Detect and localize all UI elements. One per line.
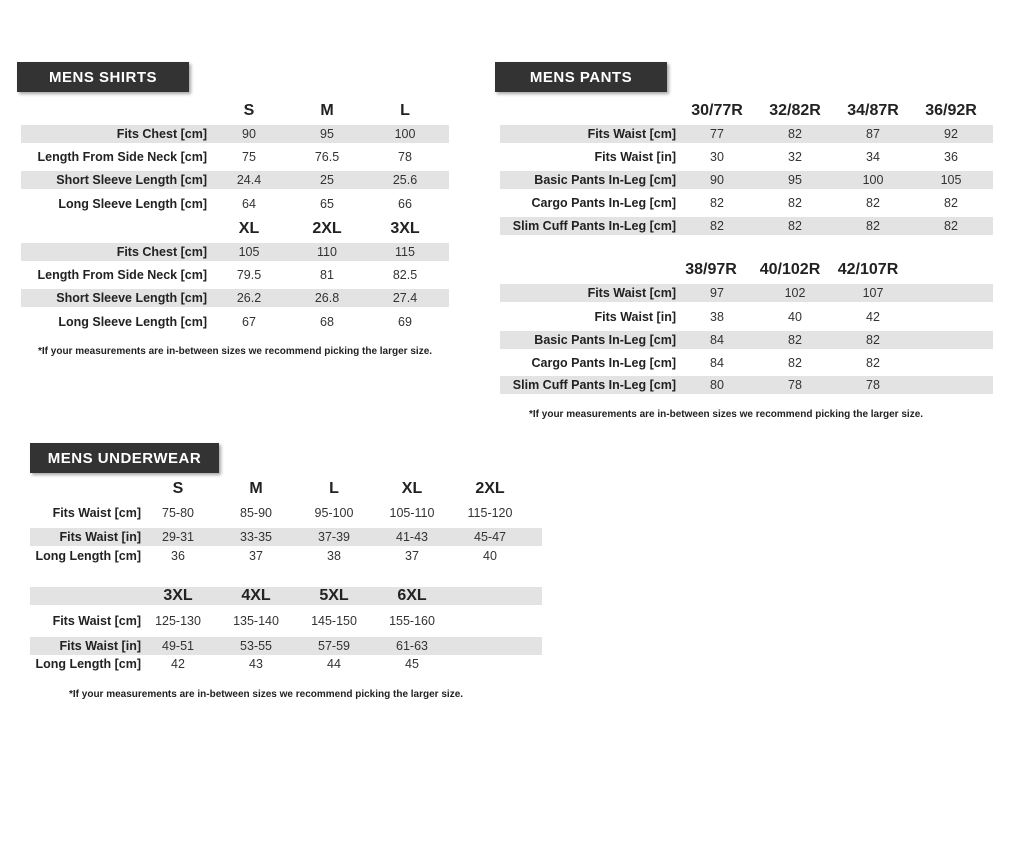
cell: 100 [862, 173, 884, 187]
row-label: Long Length [cm] [35, 657, 141, 671]
cell: 68 [320, 315, 334, 329]
pants-title: MENS PANTS [495, 62, 667, 92]
cell: 53-55 [240, 639, 272, 653]
cell: 78 [866, 378, 880, 392]
row-label: Fits Waist [in] [594, 310, 676, 324]
cell: 40 [483, 549, 497, 563]
cell: 26.8 [314, 291, 340, 305]
size-header: 3XL [163, 587, 193, 604]
cell: 82 [788, 356, 802, 370]
cell: 37 [249, 549, 263, 563]
cell: 84 [710, 356, 724, 370]
size-header: 34/87R [847, 102, 899, 119]
cell: 42 [171, 657, 185, 671]
row-label: Fits Waist [cm] [52, 614, 141, 628]
row-label: Length From Side Neck [cm] [37, 268, 207, 282]
cell: 107 [862, 286, 884, 300]
size-header: 42/107R [837, 261, 899, 278]
size-header: 30/77R [691, 102, 743, 119]
cell: 105 [238, 245, 260, 259]
row-label: Fits Waist [cm] [52, 506, 141, 520]
size-header: 40/102R [759, 261, 821, 278]
cell: 43 [249, 657, 263, 671]
cell: 82 [788, 219, 802, 233]
cell: 102 [784, 286, 806, 300]
row-label: Slim Cuff Pants In-Leg [cm] [512, 219, 676, 233]
cell: 90 [242, 127, 256, 141]
cell: 26.2 [236, 291, 262, 305]
cell: 67 [242, 315, 256, 329]
cell: 92 [944, 127, 958, 141]
size-header: XL [238, 220, 260, 237]
cell: 45-47 [474, 530, 506, 544]
cell: 95 [788, 173, 802, 187]
row-label: Long Length [cm] [35, 549, 141, 563]
cell: 80 [710, 378, 724, 392]
cell: 82 [866, 219, 880, 233]
size-header: 2XL [312, 220, 342, 237]
table-header-band [30, 587, 542, 605]
cell: 45 [405, 657, 419, 671]
size-header: XL [401, 480, 423, 497]
row-label: Cargo Pants In-Leg [cm] [531, 356, 676, 370]
row-label: Fits Waist [in] [594, 150, 676, 164]
cell: 30 [710, 150, 724, 164]
cell: 78 [398, 150, 412, 164]
row-label: Short Sleeve Length [cm] [56, 173, 207, 187]
size-header: 5XL [319, 587, 349, 604]
row-label: Fits Waist [cm] [587, 127, 676, 141]
cell: 110 [317, 245, 337, 259]
row-label: Basic Pants In-Leg [cm] [534, 333, 676, 347]
size-header: S [243, 102, 255, 119]
cell: 115-120 [467, 506, 513, 520]
cell: 69 [398, 315, 412, 329]
size-header: 32/82R [769, 102, 821, 119]
cell: 81 [320, 268, 334, 282]
cell: 87 [866, 127, 880, 141]
cell: 155-160 [389, 614, 435, 628]
cell: 37 [405, 549, 419, 563]
cell: 82 [866, 196, 880, 210]
cell: 37-39 [318, 530, 350, 544]
cell: 82 [788, 127, 802, 141]
cell: 82.5 [392, 268, 418, 282]
cell: 25.6 [392, 173, 418, 187]
cell: 76.5 [314, 150, 340, 164]
cell: 34 [866, 150, 880, 164]
cell: 42 [866, 310, 880, 324]
cell: 105-110 [389, 506, 435, 520]
cell: 82 [788, 333, 802, 347]
size-header: 2XL [475, 480, 505, 497]
size-note: *If your measurements are in-between sizes we recommend picking the larger size. [69, 689, 464, 700]
cell: 95 [320, 127, 334, 141]
cell: 105 [940, 173, 962, 187]
cell: 82 [866, 356, 880, 370]
row-label: Fits Waist [in] [59, 530, 141, 544]
cell: 82 [710, 196, 724, 210]
row-label: Cargo Pants In-Leg [cm] [531, 196, 676, 210]
shirts-title: MENS SHIRTS [17, 62, 189, 92]
cell: 29-31 [162, 530, 194, 544]
cell: 125-130 [155, 614, 201, 628]
row-label: Fits Waist [cm] [587, 286, 676, 300]
cell: 57-59 [318, 639, 350, 653]
row-label: Long Sleeve Length [cm] [58, 315, 207, 329]
cell: 95-100 [314, 506, 354, 520]
size-note: *If your measurements are in-between sizes we recommend picking the larger size. [38, 346, 433, 357]
row-label: Fits Chest [cm] [116, 127, 207, 141]
cell: 100 [394, 127, 416, 141]
cell: 32 [788, 150, 802, 164]
row-label: Long Sleeve Length [cm] [58, 197, 207, 211]
cell: 36 [171, 549, 185, 563]
cell: 90 [710, 173, 724, 187]
cell: 82 [788, 196, 802, 210]
cell: 33-35 [240, 530, 272, 544]
cell: 97 [710, 286, 724, 300]
cell: 49-51 [162, 639, 194, 653]
row-label: Slim Cuff Pants In-Leg [cm] [512, 378, 676, 392]
cell: 65 [320, 197, 334, 211]
size-header: 38/97R [685, 261, 737, 278]
row-label: Short Sleeve Length [cm] [56, 291, 207, 305]
cell: 135-140 [233, 614, 279, 628]
cell: 75-80 [162, 506, 194, 520]
size-header: 4XL [241, 587, 271, 604]
cell: 66 [398, 197, 412, 211]
row-label: Fits Chest [cm] [116, 245, 207, 259]
cell: 38 [327, 549, 341, 563]
cell: 115 [395, 245, 415, 259]
underwear-title: MENS UNDERWEAR [30, 443, 219, 473]
size-header: M [249, 480, 263, 497]
size-header: S [172, 480, 184, 497]
cell: 25 [320, 173, 334, 187]
cell: 38 [710, 310, 724, 324]
row-label: Length From Side Neck [cm] [37, 150, 207, 164]
cell: 78 [788, 378, 802, 392]
size-header: 6XL [397, 587, 427, 604]
cell: 41-43 [396, 530, 428, 544]
size-header: L [329, 480, 339, 497]
size-header: M [320, 102, 334, 119]
cell: 64 [242, 197, 256, 211]
cell: 82 [710, 219, 724, 233]
cell: 40 [788, 310, 802, 324]
size-header: 36/92R [925, 102, 977, 119]
cell: 44 [327, 657, 341, 671]
cell: 82 [944, 196, 958, 210]
cell: 79.5 [236, 268, 262, 282]
cell: 75 [242, 150, 256, 164]
size-header: L [400, 102, 410, 119]
size-header: 3XL [390, 220, 420, 237]
cell: 145-150 [311, 614, 357, 628]
cell: 36 [944, 150, 958, 164]
cell: 85-90 [240, 506, 272, 520]
cell: 82 [944, 219, 958, 233]
size-note: *If your measurements are in-between sizes we recommend picking the larger size. [529, 409, 924, 420]
cell: 84 [710, 333, 724, 347]
cell: 24.4 [236, 173, 262, 187]
cell: 77 [710, 127, 724, 141]
row-label: Fits Waist [in] [59, 639, 141, 653]
cell: 27.4 [392, 291, 418, 305]
row-label: Basic Pants In-Leg [cm] [534, 173, 676, 187]
cell: 61-63 [396, 639, 428, 653]
cell: 82 [866, 333, 880, 347]
